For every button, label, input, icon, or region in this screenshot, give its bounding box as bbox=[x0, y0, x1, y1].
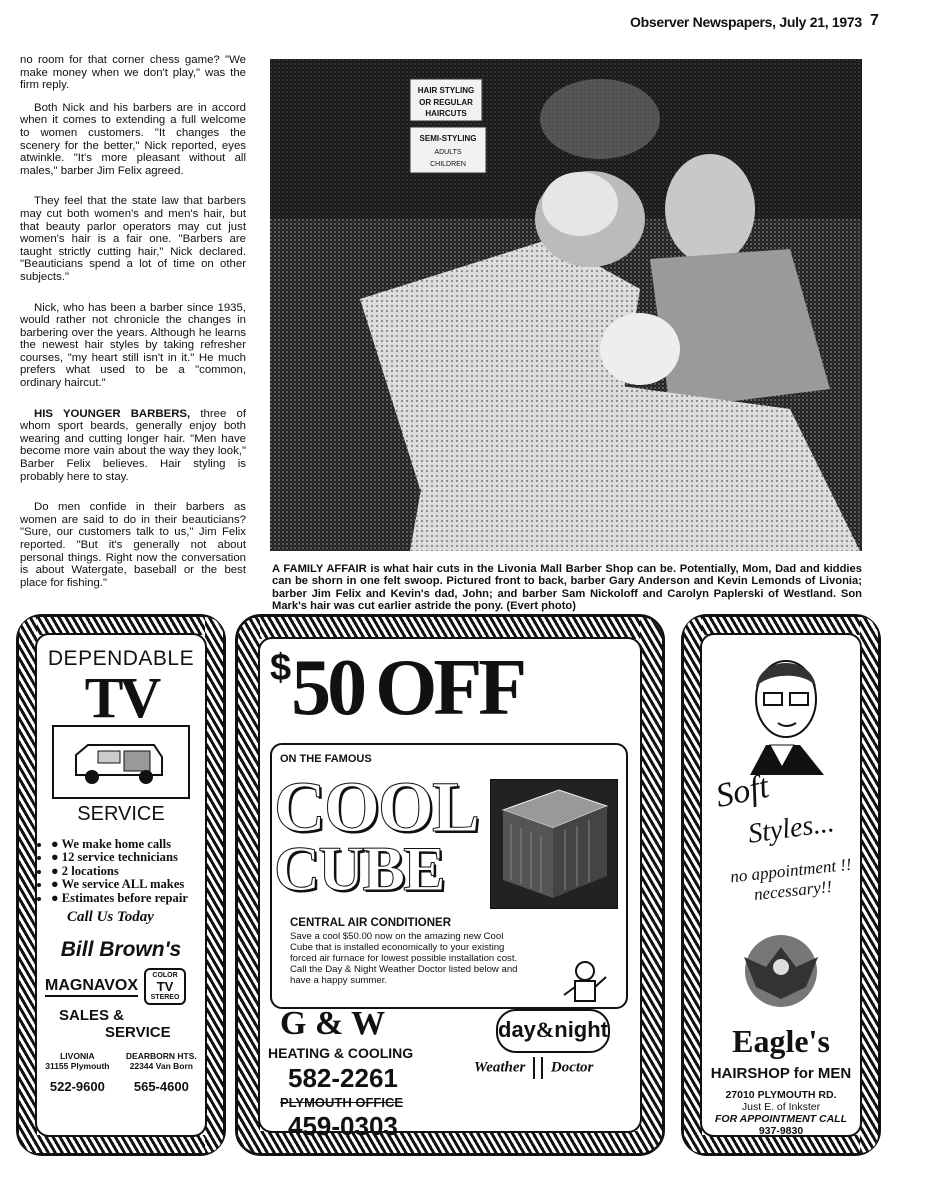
doctor-word: Doctor bbox=[550, 1059, 594, 1076]
badge-line: STEREO bbox=[150, 994, 180, 1002]
page-header bbox=[630, 12, 879, 30]
hatch-border-right bbox=[640, 617, 662, 1153]
for-appointment: FOR APPOINTMENT CALL bbox=[714, 1113, 848, 1125]
office-label: PLYMOUTH OFFICE bbox=[280, 1095, 404, 1110]
dollar-sign: $ bbox=[270, 647, 292, 689]
article-column bbox=[20, 54, 246, 599]
company-name: G & W bbox=[280, 1005, 386, 1042]
eagles-name: Eagle's bbox=[732, 1023, 830, 1059]
call-today: Call Us Today bbox=[67, 909, 154, 926]
bullet-text: 2 locations bbox=[61, 863, 119, 878]
svg-text:CHILDREN: CHILDREN bbox=[430, 161, 466, 168]
mascot-icon bbox=[560, 957, 610, 1007]
dependable-label: DEPENDABLE bbox=[47, 647, 195, 670]
article-subhead-text: three of whom sport beards, generally enjoy both wearing and cutting longer hair. "Men have become more vain about the way they look," Barber Felix believes. Hair styling is probably here to stay. bbox=[20, 407, 246, 483]
sign-styling: HAIR STYLING bbox=[417, 86, 475, 95]
location-dearborn bbox=[126, 1051, 197, 1094]
daynight-night: night bbox=[554, 1017, 609, 1042]
color-tv-badge bbox=[144, 968, 186, 1005]
ac-unit-image bbox=[490, 779, 618, 909]
article-paragraph: no room for that corner chess game? "We make money when we don't play," was the firm reply. bbox=[20, 54, 246, 92]
address: 27010 PLYMOUTH RD. bbox=[725, 1089, 837, 1101]
styles-script: Styles... bbox=[746, 807, 836, 850]
service-label-2: SERVICE bbox=[105, 1024, 171, 1042]
bullet-text: We service ALL makes bbox=[61, 877, 185, 892]
product-body: Save a cool $50.00 now on the amazing new Cool Cube that is installed economically to your existing forced air furnace for lowest possible installation cost. Call the Day & Night Weather Doctor listed below and have a happy summer. bbox=[290, 931, 518, 986]
page-number: 7 bbox=[870, 12, 879, 29]
photo-image bbox=[270, 59, 862, 551]
offer-off: OFF bbox=[375, 644, 524, 732]
hatch-border-top bbox=[238, 617, 662, 639]
article-paragraph: Nick, who has been a barber since 1935, would rather not chronicle the changes in barbering over the years. Although he learns the newest hair styles by taking refresher courses, "my heart still isn't in it." He much prefers what used to be a "common, ordinary haircut." bbox=[20, 301, 246, 390]
bullet-item: • ● We make home calls bbox=[51, 838, 205, 851]
cube-word: CUBE bbox=[274, 833, 444, 904]
trade-label: HEATING & COOLING bbox=[268, 1045, 414, 1061]
bullet-item: • ● 12 service technicians bbox=[51, 851, 205, 864]
brand-name: Bill Brown's bbox=[60, 938, 182, 962]
bullet-text: We make home calls bbox=[61, 837, 172, 851]
header-text: Observer Newspapers, July 21, 1973 bbox=[630, 14, 862, 30]
svg-text:ADULTS: ADULTS bbox=[434, 149, 462, 156]
location-livonia bbox=[45, 1051, 109, 1094]
location-phone: 522-9600 bbox=[49, 1079, 105, 1095]
product-label: CENTRAL AIR CONDITIONER bbox=[290, 917, 451, 929]
location-address: 31155 Plymouth bbox=[45, 1061, 110, 1072]
svg-text:HAIRCUTS: HAIRCUTS bbox=[425, 109, 467, 118]
cool-word: COOL bbox=[274, 767, 479, 847]
hairshop-phone: 937-9830 bbox=[758, 1125, 804, 1137]
ac-unit-icon bbox=[491, 780, 617, 908]
photo-caption: A FAMILY AFFAIR is what hair cuts in the Livonia Mall Barber Shop can be. Potentially, Mom, Dad and kiddies can be shorn in one felt swoop. Pictured front to back, barber Gary Anderson and Kevin Lemonds of Livonia; barber Jim Felix and Kevin's dad, John; and barber Sam Nickoloff and Carolyn Paplerski of Westland. Son Mark's hair was cut earlier astride the pony. (Evert photo) bbox=[272, 563, 862, 613]
cool-cube-ad bbox=[235, 614, 665, 1156]
no-appointment-script: no appointment !! necessary!! bbox=[729, 854, 853, 904]
offer-headline bbox=[270, 644, 640, 732]
location-city: DEARBORN HTS. bbox=[125, 1051, 197, 1062]
phone-primary: 582-2261 bbox=[288, 1063, 398, 1093]
weather-doctor bbox=[474, 1057, 593, 1079]
article-paragraph: Both Nick and his barbers are in accord when it comes to extending a full welcome to women customers. "It changes the scenery for the better," Nick reported, eyes atwinkle. "It's more pleasant without all males," barber Jim Felix agreed. bbox=[20, 101, 246, 177]
article-subhead: HIS YOUNGER BARBERS, bbox=[34, 407, 191, 420]
near-inkster: Just E. of Inkster bbox=[741, 1101, 821, 1113]
service-bullets bbox=[37, 838, 205, 905]
van-illustration bbox=[52, 725, 190, 799]
sign-semistyling: SEMI-STYLING bbox=[419, 134, 477, 143]
location-phone: 565-4600 bbox=[133, 1079, 189, 1095]
soft-script: Soft bbox=[712, 767, 773, 816]
offer-amount: 50 bbox=[291, 644, 364, 732]
daynight-day: day bbox=[498, 1017, 536, 1042]
tv-label: TV bbox=[84, 665, 158, 730]
location-city: LIVONIA bbox=[60, 1051, 95, 1062]
tv-service-ad bbox=[16, 614, 226, 1156]
location-address: 22344 Van Born bbox=[129, 1061, 193, 1072]
bullet-item: • ● 2 locations bbox=[51, 865, 205, 878]
bullet-item: • ● Estimates before repair bbox=[51, 892, 205, 905]
bullet-text: Estimates before repair bbox=[61, 890, 188, 905]
badge-line: COLOR bbox=[152, 972, 178, 980]
hairshop-ad bbox=[681, 614, 881, 1156]
hatch-border-bottom bbox=[19, 1135, 223, 1153]
hatch-border-right bbox=[205, 617, 223, 1153]
hairshop-label: HAIRSHOP for MEN bbox=[710, 1065, 852, 1082]
barbershop-photo bbox=[270, 59, 862, 551]
bullet-text: 12 service technicians bbox=[61, 850, 178, 865]
article-paragraph: They feel that the state law that barbers may cut both women's and men's hair, but that beauty parlor operators may cut just women's hair is a fair one. "Barbers are taught strictly cutting hair," Nick declared. "Beauticians spend a lot of time on other subjects." bbox=[20, 195, 246, 283]
daynight-logo bbox=[496, 1009, 610, 1053]
daynight-amp: & bbox=[535, 1017, 555, 1042]
service-label: SERVICE bbox=[77, 803, 165, 825]
hatch-border-bottom bbox=[684, 1135, 878, 1153]
divider-bar bbox=[533, 1057, 543, 1079]
magnavox-label: MAGNAVOX bbox=[45, 977, 138, 997]
article-paragraph bbox=[20, 408, 246, 484]
badge-line: TV bbox=[156, 979, 174, 995]
hatch-border-left bbox=[238, 617, 260, 1153]
sales-label: SALES & bbox=[59, 1007, 125, 1025]
weather-word: Weather bbox=[474, 1059, 526, 1076]
locations bbox=[37, 1051, 205, 1094]
bullet-item: • ● We service ALL makes bbox=[51, 878, 205, 891]
man-portrait-illustration bbox=[704, 637, 862, 777]
article-paragraph: Do men confide in their barbers as women are said to do in their beauticians? "Sure, our customers talk to us," Jim Felix reported. "But it's generally not about personal things. Right now the conversation is about Watergate, baseball or the best place for fishing." bbox=[20, 501, 246, 589]
phone-office: 459-0303 bbox=[288, 1111, 398, 1141]
doctor-mascot-icon bbox=[560, 957, 610, 1007]
svg-text:OR REGULAR: OR REGULAR bbox=[419, 98, 473, 107]
eagle-emblem-icon bbox=[736, 927, 826, 1015]
van-icon bbox=[54, 727, 188, 797]
famous-label: ON THE FAMOUS bbox=[280, 753, 372, 765]
